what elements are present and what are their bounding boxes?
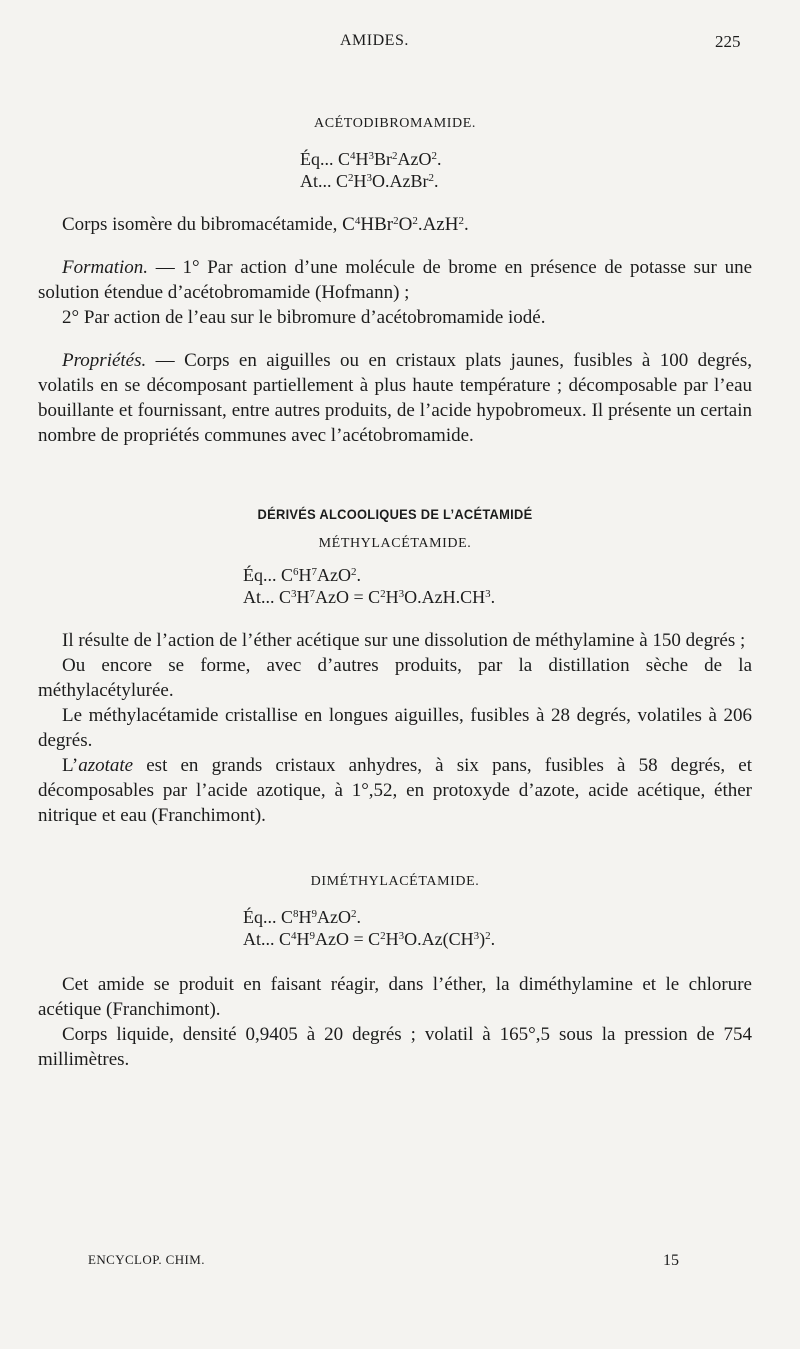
paragraph: Cet amide se produit en faisant réagir, dans l’éther, la diméthylamine et le chlorure acétique (Franchimont).: [38, 974, 752, 1020]
group-title: DÉRIVÉS ALCOOLIQUES DE L’ACÉTAMIDÉ: [257, 506, 533, 522]
formula-at: At... $C^2H^3O.AzBr^2$.: [300, 171, 439, 191]
paragraph: Corps isomère du bibromacétamide, $C^4HBr^2O^2.AzH^2$.: [62, 214, 469, 235]
formula-block: [243, 564, 752, 608]
paragraph: L’azotate est en grands cristaux anhydres, à six pans, fusibles à 58 degrés, et décomposables par l’acide azotique, à 1°,52, en protoxyde d’azote, acide acétique, éther nitrique et eau (Franchimont).: [38, 755, 752, 826]
paragraph: Ou encore se forme, avec d’autres produits, par la distillation sèche de la méthylacétylurée.: [38, 655, 752, 701]
paragraph: Le méthylacétamide cristallise en longues aiguilles, fusibles à 28 degrés, volatiles à 206 degrés.: [38, 705, 752, 751]
page-footer: [0, 1252, 800, 1276]
formula-block: [300, 148, 752, 192]
paragraph: 2° Par action de l’eau sur le bibromure d’acétobromamide iodé.: [62, 307, 546, 328]
running-title: AMIDES.: [340, 32, 409, 49]
page-header: [0, 32, 800, 56]
formula-eq: Éq... $C^6H^7AzO^2$.: [243, 565, 362, 585]
section-title: MÉTHYLACÉTAMIDE.: [318, 536, 472, 551]
paragraph: Corps liquide, densité 0,9405 à 20 degrés ; volatil à 165°,5 sous la pression de 754 millimètres.: [38, 1024, 752, 1070]
paragraph: Formation. — 1° Par action d’une molécule de brome en présence de potasse sur une solution étendue d’acétobromamide (Hofmann) ;: [38, 257, 752, 303]
formula-at: At... $C^4H^9AzO = C^2H^3O.Az(CH^3)^2$.: [243, 929, 496, 949]
paragraph: Propriétés. — Corps en aiguilles ou en cristaux plats jaunes, fusibles à 100 degrés, volatils en se décomposant partiellement à plus haute température ; décomposable par l’eau bouillante et fournissant, entre autres produits, de l’acide hypobromeux. Il présente un certain nombre de propriétés communes avec l’acétobromamide.: [38, 350, 752, 446]
formula-eq: Éq... $C^8H^9AzO^2$.: [243, 907, 362, 927]
paragraph: Il résulte de l’action de l’éther acétique sur une dissolution de méthylamine à 150 degrés ;: [62, 630, 746, 651]
section-title: ACÉTODIBROMAMIDE.: [314, 116, 476, 131]
formula-eq: Éq... $C^4H^3Br^2AzO^2$.: [300, 149, 442, 169]
section-title: DIMÉTHYLACÉTAMIDE.: [310, 874, 480, 889]
formula-block: [243, 906, 752, 950]
page-body: [38, 116, 752, 1072]
footer-sheet-number: 15: [663, 1252, 679, 1269]
footer-signature: ENCYCLOP. CHIM.: [88, 1252, 205, 1267]
page-number: 225: [715, 32, 741, 51]
formula-at: At... $C^3H^7AzO = C^2H^3O.AzH.CH^3$.: [243, 587, 496, 607]
